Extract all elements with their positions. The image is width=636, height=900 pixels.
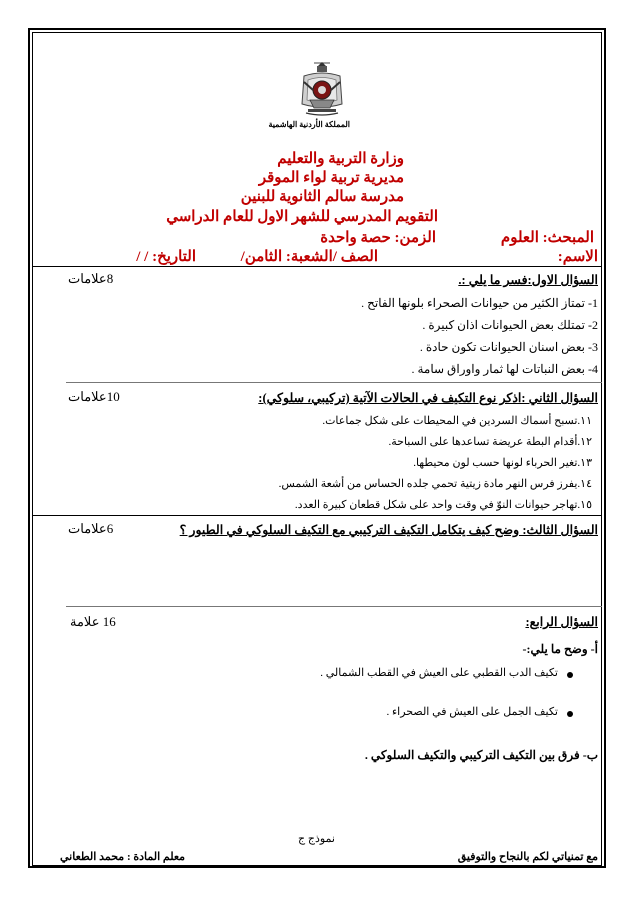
q4-marks: 16 علامة — [70, 614, 116, 629]
q1-item-1: 1- تمتاز الكثير من حيوانات الصحراء بلونها الفاتح . — [361, 296, 598, 310]
q1-item-4: 4- بعض النباتات لها ثمار واوراق سامة . — [411, 362, 598, 376]
q1-title: السؤال الاول:فسر ما يلي :. — [458, 273, 598, 287]
subject-label: المبحث: العلوم — [500, 230, 594, 246]
q2-title: السؤال الثاني :اذكر نوع التكيف في الحالات الآتية (تركيبي، سلوكي): — [258, 391, 598, 405]
school-title: مدرسة سالم الثانوية للبنين — [240, 189, 404, 205]
q1-marks: 8علامات — [68, 271, 114, 286]
q2-marks: 10علامات — [68, 389, 120, 404]
q3-divider — [66, 606, 602, 607]
footer-wishes: مع تمنياتي لكم بالنجاح والتوفيق — [457, 851, 598, 863]
student-name-label: الاسم: — [557, 249, 598, 265]
q1-divider — [66, 382, 602, 383]
q3-title: السؤال الثالث: وضح كيف يتكامل التكيف التركيبي مع التكيف السلوكي في الطيور ؟ — [179, 523, 598, 537]
exam-title: التقويم المدرسي للشهر الاول للعام الدراسي — [166, 209, 438, 225]
q2-item-2: ١٢.أقدام البطة عريضة تساعدها على السباحة. — [388, 436, 592, 448]
date-label: التاريخ: / / — [136, 249, 196, 265]
q2-item-4: ١٤.يفرز فرس النهر مادة زيتية تحمي جلده الحساس من أشعة الشمس. — [278, 478, 592, 490]
crest-caption: المملكة الأردنية الهاشمية — [268, 120, 350, 129]
header-divider — [32, 266, 602, 267]
bullet-icon — [567, 672, 573, 678]
q1-item-2: 2- تمتلك بعض الحيوانات اذان كبيرة . — [422, 318, 598, 332]
time-label: الزمن: حصة واحدة — [320, 230, 436, 246]
ministry-title: وزارة التربية والتعليم — [277, 151, 404, 167]
q2-item-3: ١٣.تغير الحرباء لونها حسب لون محيطها. — [413, 457, 592, 469]
model-label: نموذج ج — [298, 833, 335, 845]
q4-part-b: ب- فرق بين التكيف التركيبي والتكيف السلوكي . — [364, 748, 598, 762]
jordan-crest-logo — [268, 60, 352, 132]
q2-item-5: ١٥.تهاجر حيوانات النوّ في وقت واحد على شكل قطعان كبيرة العدد. — [294, 499, 592, 511]
q4-title: السؤال الرابع: — [525, 615, 598, 629]
q2-item-1: ١١.تسبح أسماك السردين في المحيطات على شكل جماعات. — [322, 415, 592, 427]
q3-marks: 6علامات — [68, 521, 114, 536]
q4-bullet-2: تكيف الجمل على العيش في الصحراء . — [386, 706, 558, 718]
q4-bullet-1: تكيف الدب القطبي على العيش في القطب الشمالي . — [320, 667, 558, 679]
q4-part-a: أ- وضح ما يلي:- — [522, 642, 598, 656]
bullet-icon — [567, 711, 573, 717]
q2-divider — [32, 515, 602, 516]
class-label: الصف /الشعبة: الثامن/ — [240, 249, 378, 265]
directorate-title: مديرية تربية لواء الموقر — [258, 170, 404, 186]
q1-item-3: 3- بعض اسنان الحيوانات تكون حادة . — [419, 340, 598, 354]
teacher-name: معلم المادة : محمد الطعاني — [60, 851, 186, 863]
